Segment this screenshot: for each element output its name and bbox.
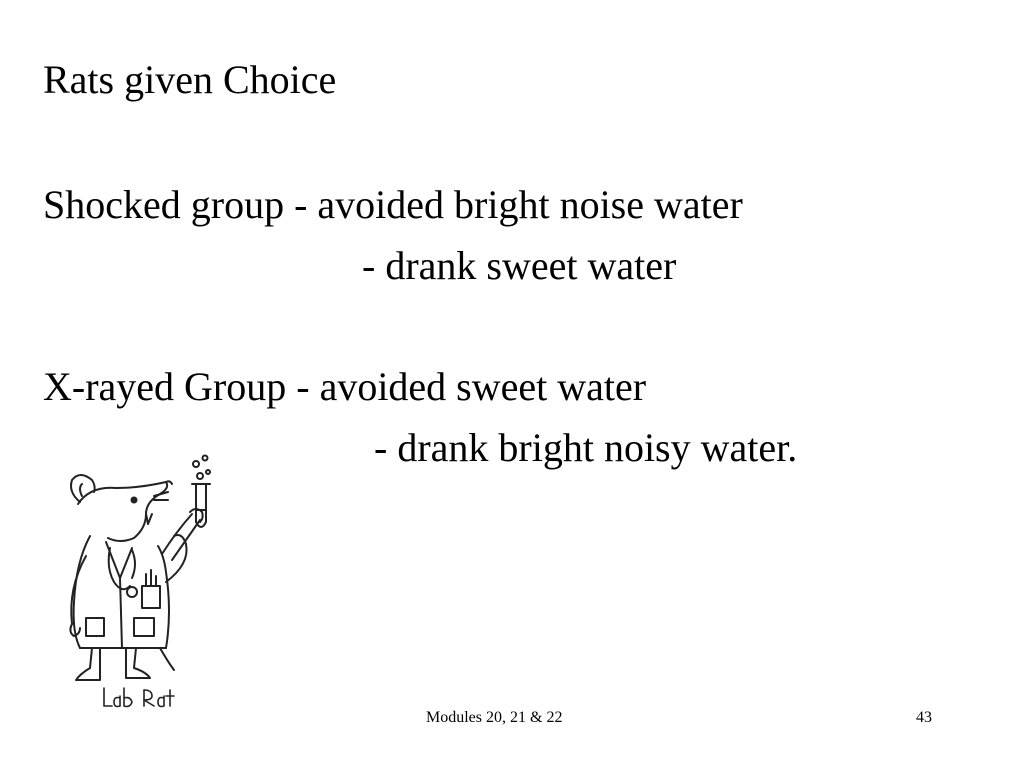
slide-title: Rats given Choice: [43, 57, 337, 102]
xrayed-group-line-2: - drank bright noisy water.: [374, 425, 798, 470]
footer-module-label: Modules 20, 21 & 22: [426, 709, 563, 726]
shocked-group-line-1: Shocked group - avoided bright noise water: [43, 182, 743, 227]
xrayed-group-line-1: X-rayed Group - avoided sweet water: [43, 364, 647, 409]
lab-rat-illustration: [50, 452, 230, 712]
page-number: 43: [916, 709, 932, 726]
lab-rat-caption: [0, 0, 1, 1]
shocked-group-line-2: - drank sweet water: [362, 243, 677, 288]
